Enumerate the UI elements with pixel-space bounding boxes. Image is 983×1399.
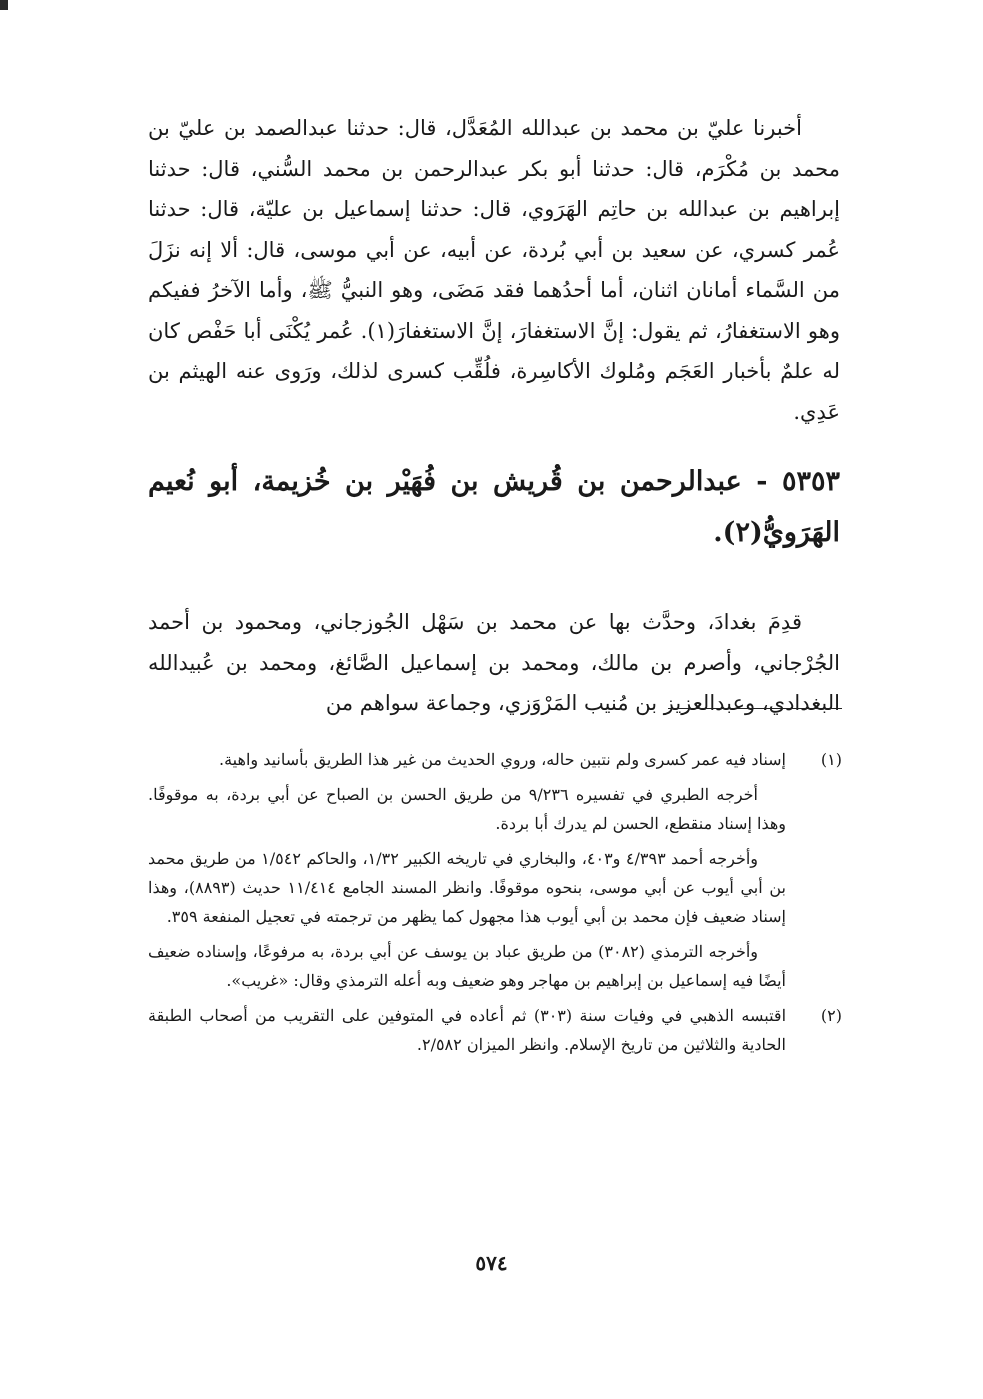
scan-corner-mark xyxy=(0,0,8,10)
intro-paragraph: أخبرنا عليّ بن محمد بن عبدالله المُعَدَّل، قال: حدثنا عبدالصمد بن عليّ بن محمد بن مُكْرَم، قال: حدثنا أبو بكر عبدالرحمن بن محمد السُّني، قال: حدثنا إبراهيم بن عبدالله بن حاتِم الهَرَوي، قال: حدثنا إسماعيل بن عليّة، قال: حدثنا عُمر كسري، عن سعيد بن أبي بُردة، عن أبيه، عن أبي موسى، قال: ألا إنه نزَلَ من السَّماء أمانان اثنان، أما أحدُهما فقد مَضَى، وهو النبيُّ ﷺ، وأما الآخرُ ففيكم وهو الاستغفارُ، ثم يقول: إنَّ الاستغفارَ، إنَّ الاستغفارَ(١). عُمر يُكْنَى أبا حَفْص كان له علمٌ بأخبار العَجَم ومُلوك الأكاسِرة، فلُقِّب كسرى لذلك، ورَوى عنه الهيثم بن عَدِي. xyxy=(148,116,840,424)
page-number: ٥٧٤ xyxy=(475,1251,508,1275)
footnote-1-paragraph-2: أخرجه الطبري في تفسيره ٩/٢٣٦ من طريق الحسن بن الصباح عن أبي بردة، به موقوفًا. وهذا إسناد منقطع، الحسن لم يدرك أبا بردة. xyxy=(148,785,786,833)
main-text-body xyxy=(148,108,840,724)
footnote-separator xyxy=(668,708,842,709)
entry-paragraph: قدِمَ بغدادَ، وحدَّث بها عن محمد بن سَهْل الجُوزجاني، ومحمود بن أحمد الجُرْجاني، وأصرم بن مالك، ومحمد بن إسماعيل الصَّائغ، ومحمد بن عُبيدالله البغدادي، وعبدالعزيز بن مُنيب المَرْوَزي، وجماعة سواهم من xyxy=(148,610,840,715)
footnote-2-number: (٢) xyxy=(820,1006,842,1025)
footnotes-section xyxy=(148,745,842,1065)
footnote-2-text: اقتبسه الذهبي في وفيات سنة (٣٠٣) ثم أعاده في المتوفين على التقريب من أصحاب الطبقة الحادية والثلاثين من تاريخ الإسلام. وانظر الميزان ٢/٥٨٢. xyxy=(148,1006,787,1054)
entry-heading: ٥٣٥٣ - عبدالرحمن بن قُريش بن فُهَيْر بن خُزيمة، أبو نُعيم الهَرَويُّ(٢). xyxy=(148,466,840,548)
footnote-1-text: إسناد فيه عمر كسرى ولم نتبين حاله، وروي الحديث من غير هذا الطريق بأسانيد واهية. xyxy=(219,750,786,769)
footnote-1-number: (١) xyxy=(820,750,842,769)
footnote-1 xyxy=(148,745,842,774)
footnote-1-paragraph-4: وأخرجه الترمذي (٣٠٨٢) من طريق عباد بن يوسف عن أبي بردة، به مرفوعًا، وإسناده ضعيف أيضًا فيه إسماعيل بن إبراهيم بن مهاجر وهو ضعيف وبه أعله الترمذي وقال: «غريب». xyxy=(148,942,786,990)
footnote-2 xyxy=(148,1001,842,1059)
footnote-1-paragraph-3: وأخرجه أحمد ٤/٣٩٣ و٤٠٣، والبخاري في تاريخه الكبير ١/٣٢، والحاكم ١/٥٤٢ من طريق محمد بن أبي أيوب عن أبي موسى، بنحوه موقوفًا. وانظر المسند الجامع ١١/٤١٤ حديث (٨٨٩٣)، وهذا إسناد ضعيف فإن محمد بن أبي أيوب هذا مجهول كما يظهر من ترجمته في تعجيل المنفعة ٣٥٩. xyxy=(148,849,787,926)
